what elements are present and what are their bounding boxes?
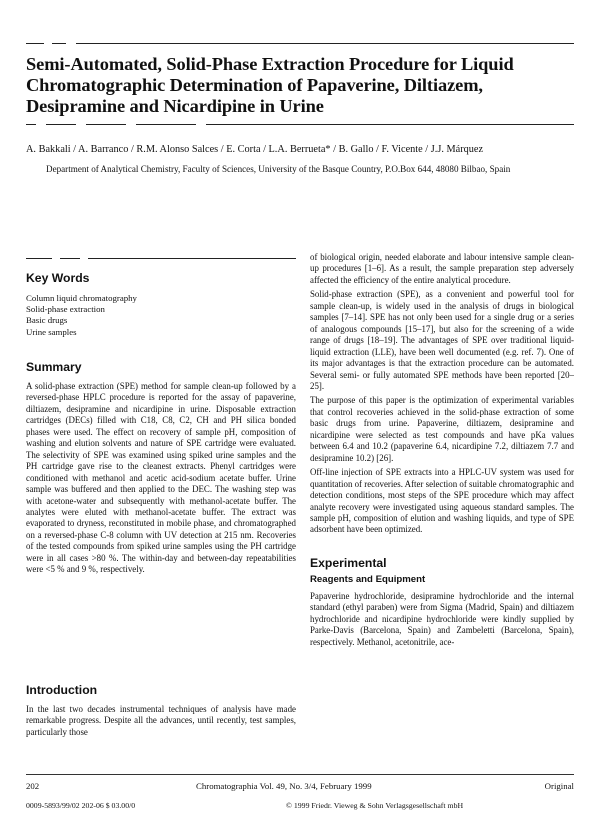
author-list: A. Bakkali / A. Barranco / R.M. Alonso Salces / E. Corta / L.A. Berrueta* / B. Gallo / F. Vicente / J.J. Márquez: [26, 144, 484, 155]
keywords-list: [26, 293, 296, 338]
body-right-column: [310, 252, 574, 648]
keyword-item: Solid-phase extraction: [26, 304, 105, 315]
doi-code: 0009-5893/99/02 202-06 $ 03.00/0: [26, 801, 136, 810]
introduction-text: In the last two decades instrumental techniques of analysis have made remarkable progress. Despite all the advances, until recently, test samples, particularly those: [26, 704, 296, 737]
reagents-heading: Reagents and Equipment: [310, 573, 426, 585]
article-type-label: Original: [544, 781, 574, 791]
paragraph: of biological origin, needed elaborate and labour intensive sample clean-up procedures [1–6]. As a result, the sample preparation step adversely affected the efficiency of the entire analytical procedure.: [310, 252, 574, 285]
introduction-heading: Introduction: [26, 683, 98, 697]
journal-citation: Chromatographia Vol. 49, No. 3/4, February 1999: [196, 781, 372, 791]
section-rule: [88, 258, 296, 259]
keyword-item: Column liquid chromatography: [26, 293, 137, 303]
title-rule-segment: [46, 124, 76, 125]
paragraph: Off-line injection of SPE extracts into a HPLC-UV system was used for quantitation of recoveries. After selection of suitable chromatographic and detection conditions, most steps of the SPE procedure which may affect analyte recovery were investigated using aqueous standard samples. The sample pH, composition of elution and washing liquids, and type of SPE adsorbent have been optimized.: [310, 467, 574, 535]
keyword-item: Basic drugs: [26, 315, 68, 326]
paragraph: Solid-phase extraction (SPE), as a convenient and powerful tool for sample clean-up, is widely used in the analysis of drugs in biological samples [7–14]. SPE has not only been used for a single drug or a series of analogous compounds [15–17], but also for the screening of a wide range of drugs [18–19]. The advantages of SPE over traditional liquid-liquid extraction (LLE), have been well documented (e.g. ref. 7). One of its major advantages is that the extraction procedure can be automated. Several semi- or fully automated SPE methods have been reported [20–25].: [310, 289, 574, 391]
header-rule-segment: [52, 43, 66, 44]
keywords-section: [26, 271, 296, 338]
affiliation: Department of Analytical Chemistry, Faculty of Sciences, University of the Basque Country, P.O.Box 644, 48080 Bilbao, Spain: [46, 164, 511, 174]
title-rule-segment: [136, 124, 196, 125]
article-title: Semi-Automated, Solid-Phase Extraction Procedure for Liquid Chromatographic Determination of Papaverine, Diltiazem, Desipramine and Nicardipine in Urine: [26, 54, 514, 116]
header-rule-segment: [26, 43, 44, 44]
summary-text: A solid-phase extraction (SPE) method for sample clean-up followed by a reversed-phase HPLC procedure is reported for the assay of papaverine, diltiazem, desipramine and nicardipine in urine. Disposable extraction cartridges (DECs) filled with C18, C8, C2, CH and PH silica bonded phases were used. The effect on recovery of sample pH, composition of washing and elution solvents and nature of SPE cartridge were evaluated. The selectivity of SPE was examined using spiked urine samples and the PH cartridge gave rise to the cleanest extracts. Phenyl cartridges were conditioned with methanol and acetic acid-sodium acetate buffer. Urine sample was buffered and then applied to the DEC. The washing step was with acetone-water and subsequently with methanol-acetate buffer. The analytes were eluted with methanol-acetate buffer. The extract was evaporated to dryness, reconstituted in mobile phase, and chromatographed on a reversed-phase C-8 column with UV detection at 215 nm. Recoveries of the tested compounds from spiked urine samples using the PH cartridge were in all cases >80 %. The within-day and between-day repeatabilities were <5 % and 9 %, respectively.: [26, 381, 296, 575]
keyword-item: Urine samples: [26, 326, 77, 337]
title-rule-segment: [26, 124, 36, 125]
footer-rule: [26, 774, 574, 775]
header-rule: [76, 43, 574, 44]
introduction-section: [26, 683, 296, 738]
keywords-heading: Key Words: [26, 271, 90, 285]
experimental-heading: Experimental: [310, 555, 387, 570]
summary-section: [26, 360, 296, 576]
page-number: 202: [26, 781, 40, 791]
title-rule: [206, 124, 574, 125]
summary-heading: Summary: [26, 360, 82, 374]
copyright: © 1999 Friedr. Vieweg & Sohn Verlagsgesellschaft mbH: [286, 801, 464, 810]
title-rule-segment: [86, 124, 126, 125]
section-rule-segment: [26, 258, 52, 259]
paragraph: Papaverine hydrochloride, desipramine hydrochloride and the internal standard (ethyl paraben) were from Sigma (Madrid, Spain) and diltiazem hydrochloride and nicardipine hydrochloride were kindly supplied by Parke-Davis (Barcelona, Spain) and Zambeletti (Barcelona, Spain), respectively. Methanol, acetonitrile, ace-: [310, 590, 574, 647]
section-rule-segment: [60, 258, 80, 259]
paragraph: The purpose of this paper is the optimization of experimental variables that control recoveries achieved in the solid-phase extraction of some basic drugs from urine. Papaverine, diltiazem, desipramine and nicardipine were selected as test compounds and have pKa values between 6.4 and 10.2 (papaverine 6.4, nicardipine 7.2, diltiazem 7.7 and desipramine 10.2) [26].: [310, 395, 574, 463]
